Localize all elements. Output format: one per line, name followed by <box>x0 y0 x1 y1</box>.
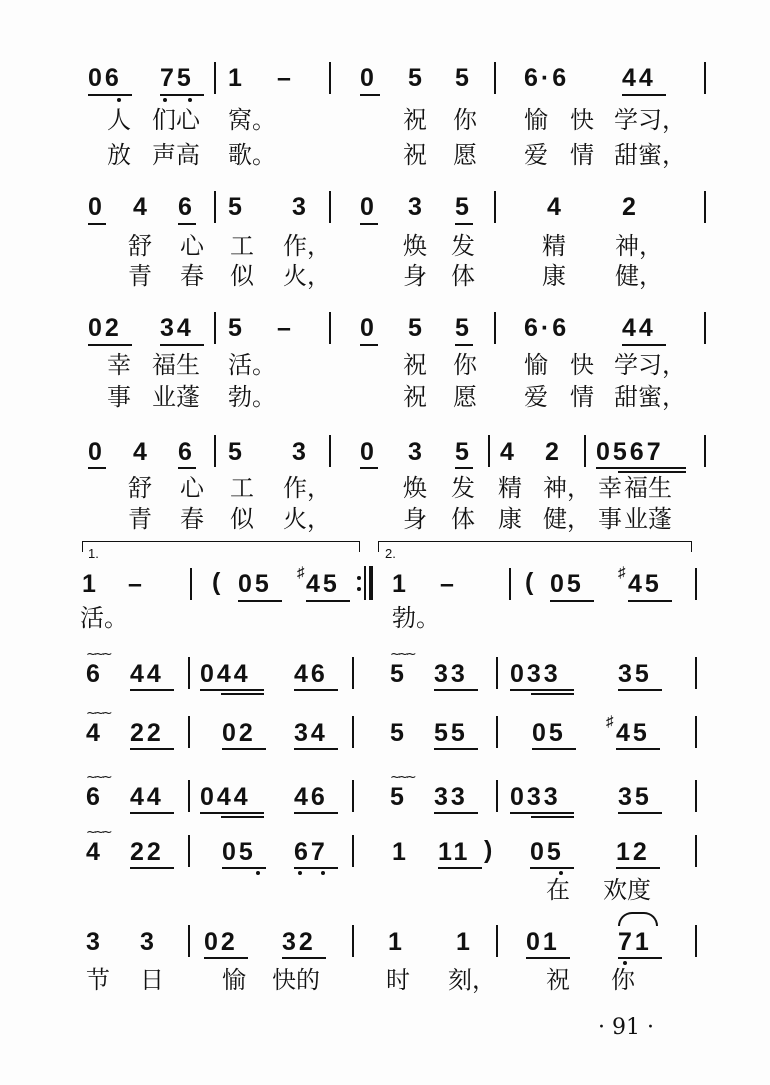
barline <box>496 657 498 689</box>
note: – <box>128 570 145 598</box>
underline <box>596 467 686 469</box>
note: 0 <box>360 438 377 466</box>
mordent-mark: ~~~ <box>86 706 110 721</box>
lyric: 焕 <box>403 474 427 502</box>
underline <box>616 867 660 869</box>
note: 1 <box>456 928 473 956</box>
lyric: 时 <box>386 966 410 994</box>
lyric: 心 <box>180 474 204 502</box>
lyric: 福生 <box>624 474 672 502</box>
note: 34 <box>160 314 194 342</box>
lyric: 作， <box>283 474 331 502</box>
barline <box>695 568 697 600</box>
note: 05 <box>222 838 256 866</box>
note: 3 <box>408 193 425 221</box>
underline <box>455 344 473 346</box>
page-number: · 91 · <box>598 1015 654 1040</box>
note: 02 <box>88 314 122 342</box>
note: 1 <box>228 64 245 92</box>
lyric: 愿 <box>453 383 477 411</box>
note: 12 <box>616 838 650 866</box>
barline <box>695 925 697 957</box>
note: 033 <box>510 783 561 811</box>
lyric: 似 <box>230 262 254 290</box>
note: 0 <box>88 193 105 221</box>
barline <box>704 435 706 467</box>
barline <box>496 925 498 957</box>
underline <box>531 816 574 818</box>
note: 6 <box>86 783 103 811</box>
volta-number: 1. <box>88 546 99 561</box>
note: 5 <box>228 438 245 466</box>
note: 45 <box>628 570 662 598</box>
paren: ( <box>212 568 224 596</box>
note: 6 <box>178 438 195 466</box>
lyric: 体 <box>451 262 475 290</box>
lyric: 祝 <box>546 966 570 994</box>
barline <box>695 657 697 689</box>
lower-octave-dot <box>298 871 302 875</box>
note: 1 <box>392 570 409 598</box>
note: 6 <box>178 193 195 221</box>
note: 55 <box>434 719 468 747</box>
lyric: 舒 <box>128 474 152 502</box>
underline <box>360 344 378 346</box>
lyric: 发 <box>451 232 475 260</box>
lyric: 舒 <box>128 232 152 260</box>
barline <box>188 780 190 812</box>
underline <box>222 867 266 869</box>
barline <box>695 835 697 867</box>
lyric: 康 <box>498 505 522 533</box>
note: 5 <box>390 719 407 747</box>
underline <box>618 812 662 814</box>
lyric: 青 <box>128 262 152 290</box>
underline <box>622 94 666 96</box>
lyric: 歌。 <box>228 141 276 169</box>
note: 44 <box>622 64 656 92</box>
note: 6·6 <box>524 314 570 342</box>
lyric: 情 <box>570 141 594 169</box>
lyric: 神， <box>615 232 663 260</box>
lyric: 工 <box>230 232 254 260</box>
lyric: 福生 <box>152 351 200 379</box>
lyric: 幸 <box>598 474 622 502</box>
barline <box>352 716 354 748</box>
underline <box>178 467 196 469</box>
note: 4 <box>86 838 103 866</box>
lyric: 事 <box>598 505 622 533</box>
underline <box>434 689 478 691</box>
lyric: 火， <box>283 262 331 290</box>
barline <box>509 568 511 600</box>
lyric: 活。 <box>80 604 128 632</box>
note: 01 <box>526 928 560 956</box>
note: 06 <box>88 64 122 92</box>
underline <box>550 600 594 602</box>
barline <box>329 312 331 344</box>
underline <box>438 867 482 869</box>
barline <box>695 716 697 748</box>
barline <box>494 191 496 223</box>
lyric: 祝 <box>403 383 427 411</box>
barline <box>584 435 586 467</box>
barline <box>214 62 216 94</box>
note: 67 <box>294 838 328 866</box>
lyric: 祝 <box>403 141 427 169</box>
lyric: 情 <box>570 383 594 411</box>
note: 3 <box>140 928 157 956</box>
lyric: 精 <box>542 232 566 260</box>
lyric: 发 <box>451 474 475 502</box>
volta-bracket-1 <box>82 541 360 552</box>
note: 5 <box>455 314 472 342</box>
underline <box>531 693 574 695</box>
lyric: 身 <box>403 505 427 533</box>
barline <box>352 835 354 867</box>
note: 71 <box>618 928 652 956</box>
lyric: 勃。 <box>228 383 276 411</box>
barline <box>188 925 190 957</box>
note: 1 <box>392 838 409 866</box>
lyric: 身 <box>403 262 427 290</box>
barline <box>494 312 496 344</box>
note: 35 <box>618 660 652 688</box>
note: 4 <box>86 719 103 747</box>
lyric: 愉 <box>222 966 246 994</box>
lower-octave-dot <box>623 961 627 965</box>
lyric: 爱 <box>524 141 548 169</box>
underline <box>530 867 574 869</box>
paren: ( <box>525 568 537 596</box>
note: 45 <box>616 719 650 747</box>
barline <box>329 435 331 467</box>
sharp-sign: ♯ <box>297 564 305 581</box>
lower-octave-dot <box>559 871 563 875</box>
lyric: 节 <box>86 966 110 994</box>
underline <box>360 94 380 96</box>
lyric: 愉 <box>524 351 548 379</box>
sharp-sign: ♯ <box>618 564 626 581</box>
underline <box>294 689 338 691</box>
underline <box>221 816 264 818</box>
note: 3 <box>86 928 103 956</box>
underline <box>510 689 574 691</box>
underline <box>88 94 132 96</box>
barline <box>352 780 354 812</box>
lyric: 学习， <box>614 106 686 134</box>
underline <box>88 223 106 225</box>
mordent-mark: ~~~ <box>86 647 110 662</box>
underline <box>222 748 266 750</box>
underline <box>360 467 378 469</box>
underline <box>160 94 204 96</box>
sharp-sign: ♯ <box>606 713 614 730</box>
repeat-end-barline <box>364 566 374 600</box>
lyric: 作， <box>283 232 331 260</box>
underline <box>200 812 264 814</box>
paren: ) <box>484 836 496 864</box>
lyric: 火， <box>283 505 331 533</box>
note: 4 <box>500 438 517 466</box>
barline <box>214 191 216 223</box>
underline <box>204 957 248 959</box>
lyric: 勃。 <box>392 604 440 632</box>
lyric: 神， <box>543 474 591 502</box>
underline <box>88 467 106 469</box>
underline <box>130 867 174 869</box>
barline <box>188 657 190 689</box>
lyric: 活。 <box>228 351 276 379</box>
barline <box>704 62 706 94</box>
lyric: 愿 <box>453 141 477 169</box>
underline <box>178 223 196 225</box>
lyric: 快 <box>570 351 594 379</box>
note: 75 <box>160 64 194 92</box>
underline <box>282 957 326 959</box>
note: 3 <box>292 438 309 466</box>
note: 044 <box>200 660 251 688</box>
underline <box>294 867 338 869</box>
note: 05 <box>550 570 584 598</box>
underline <box>618 957 662 959</box>
underline <box>526 957 570 959</box>
underline <box>221 693 264 695</box>
note: 3 <box>292 193 309 221</box>
note: 6·6 <box>524 64 570 92</box>
barline <box>704 312 706 344</box>
underline <box>130 689 174 691</box>
note: 44 <box>622 314 656 342</box>
underline <box>618 471 686 473</box>
underline <box>532 748 576 750</box>
note: 46 <box>294 660 328 688</box>
note: 5 <box>408 314 425 342</box>
lyric: 业蓬 <box>152 383 200 411</box>
note: 1 <box>82 570 99 598</box>
lyric: 似 <box>230 505 254 533</box>
note: 35 <box>618 783 652 811</box>
note: 0 <box>360 193 377 221</box>
underline <box>618 689 662 691</box>
note: 32 <box>282 928 316 956</box>
note: 45 <box>306 570 340 598</box>
lyric: 刻， <box>448 966 496 994</box>
note: 0 <box>88 438 105 466</box>
lower-octave-dot <box>188 98 192 102</box>
barline <box>188 835 190 867</box>
barline <box>496 780 498 812</box>
lower-octave-dot <box>321 871 325 875</box>
mordent-mark: ~~~ <box>390 647 414 662</box>
lyric: 你 <box>611 966 635 994</box>
underline <box>434 812 478 814</box>
note: 11 <box>438 838 471 866</box>
note: 33 <box>434 660 468 688</box>
note: 2 <box>545 438 562 466</box>
volta-bracket-2 <box>378 541 692 552</box>
note: 6 <box>86 660 103 688</box>
lyric: 甜蜜， <box>614 141 686 169</box>
underline <box>434 748 478 750</box>
barline <box>695 780 697 812</box>
note: 02 <box>222 719 256 747</box>
lyric: 甜蜜， <box>614 383 686 411</box>
note: 044 <box>200 783 251 811</box>
lyric: 愉 <box>524 106 548 134</box>
barline <box>352 925 354 957</box>
note: 5 <box>455 64 472 92</box>
note: 4 <box>133 438 150 466</box>
note: 44 <box>130 660 164 688</box>
volta-number: 2. <box>385 546 396 561</box>
note: 05 <box>532 719 566 747</box>
lyric: 康 <box>542 262 566 290</box>
note: 34 <box>294 719 328 747</box>
underline <box>88 344 132 346</box>
slur <box>618 912 658 926</box>
note: 033 <box>510 660 561 688</box>
lyric: 幸 <box>107 351 131 379</box>
barline <box>214 312 216 344</box>
underline <box>238 600 282 602</box>
underline <box>130 748 174 750</box>
note: 02 <box>204 928 238 956</box>
lyric: 健， <box>543 505 591 533</box>
lower-octave-dot <box>256 871 260 875</box>
lyric: 你 <box>453 351 477 379</box>
underline <box>306 600 350 602</box>
barline <box>214 435 216 467</box>
underline <box>616 748 660 750</box>
note: – <box>277 314 294 342</box>
note: – <box>277 64 294 92</box>
note: 5 <box>455 193 472 221</box>
lower-octave-dot <box>117 98 121 102</box>
barline <box>188 716 190 748</box>
underline <box>628 600 672 602</box>
barline <box>329 191 331 223</box>
lyric: 在 <box>546 876 570 904</box>
note: 1 <box>388 928 405 956</box>
underline <box>622 344 666 346</box>
note: 22 <box>130 719 164 747</box>
lyric: 放 <box>107 141 131 169</box>
note: 5 <box>228 314 245 342</box>
lyric: 体 <box>451 505 475 533</box>
note: 33 <box>434 783 468 811</box>
note: 5 <box>390 660 407 688</box>
mordent-mark: ~~~ <box>86 770 110 785</box>
underline <box>200 689 264 691</box>
note: 3 <box>408 438 425 466</box>
lyric: 健， <box>615 262 663 290</box>
note: 5 <box>408 64 425 92</box>
mordent-mark: ~~~ <box>390 770 414 785</box>
lyric: 欢度 <box>603 876 651 904</box>
lyric: 祝 <box>403 351 427 379</box>
mordent-mark: ~~~ <box>86 825 110 840</box>
lyric: 精 <box>498 474 522 502</box>
note: 0 <box>360 64 377 92</box>
barline <box>494 62 496 94</box>
note: 05 <box>530 838 564 866</box>
lyric: 爱 <box>524 383 548 411</box>
barline <box>190 568 192 600</box>
lyric: 春 <box>180 262 204 290</box>
note: 46 <box>294 783 328 811</box>
lyric: 春 <box>180 505 204 533</box>
note: 5 <box>228 193 245 221</box>
note: 44 <box>130 783 164 811</box>
barline <box>496 716 498 748</box>
note: 2 <box>622 193 639 221</box>
underline <box>360 223 378 225</box>
lyric: 祝 <box>403 106 427 134</box>
lyric: 心 <box>180 232 204 260</box>
note: 22 <box>130 838 164 866</box>
lyric: 人 <box>107 106 131 134</box>
lyric: 你 <box>453 106 477 134</box>
note: 0 <box>360 314 377 342</box>
lyric: 青 <box>128 505 152 533</box>
underline <box>455 223 473 225</box>
underline <box>510 812 574 814</box>
note: 5 <box>455 438 472 466</box>
underline <box>160 344 204 346</box>
barline <box>329 62 331 94</box>
underline <box>294 748 338 750</box>
lyric: 们心 <box>152 106 200 134</box>
underline <box>130 812 174 814</box>
lyric: 窝。 <box>228 106 276 134</box>
lyric: 业蓬 <box>624 505 672 533</box>
lyric: 焕 <box>403 232 427 260</box>
lyric: 学习， <box>614 351 686 379</box>
lyric: 快的 <box>272 966 320 994</box>
lyric: 工 <box>230 474 254 502</box>
lower-octave-dot <box>163 98 167 102</box>
note: 0567 <box>596 438 664 466</box>
underline <box>455 467 473 469</box>
barline <box>488 435 490 467</box>
note: 05 <box>238 570 272 598</box>
lyric: 事 <box>107 383 131 411</box>
lyric: 快 <box>570 106 594 134</box>
barline <box>352 657 354 689</box>
lyric: 日 <box>140 966 164 994</box>
note: 5 <box>390 783 407 811</box>
note: – <box>440 570 457 598</box>
note: 4 <box>133 193 150 221</box>
barline <box>704 191 706 223</box>
note: 4 <box>547 193 564 221</box>
underline <box>294 812 338 814</box>
lyric: 声高 <box>152 141 200 169</box>
